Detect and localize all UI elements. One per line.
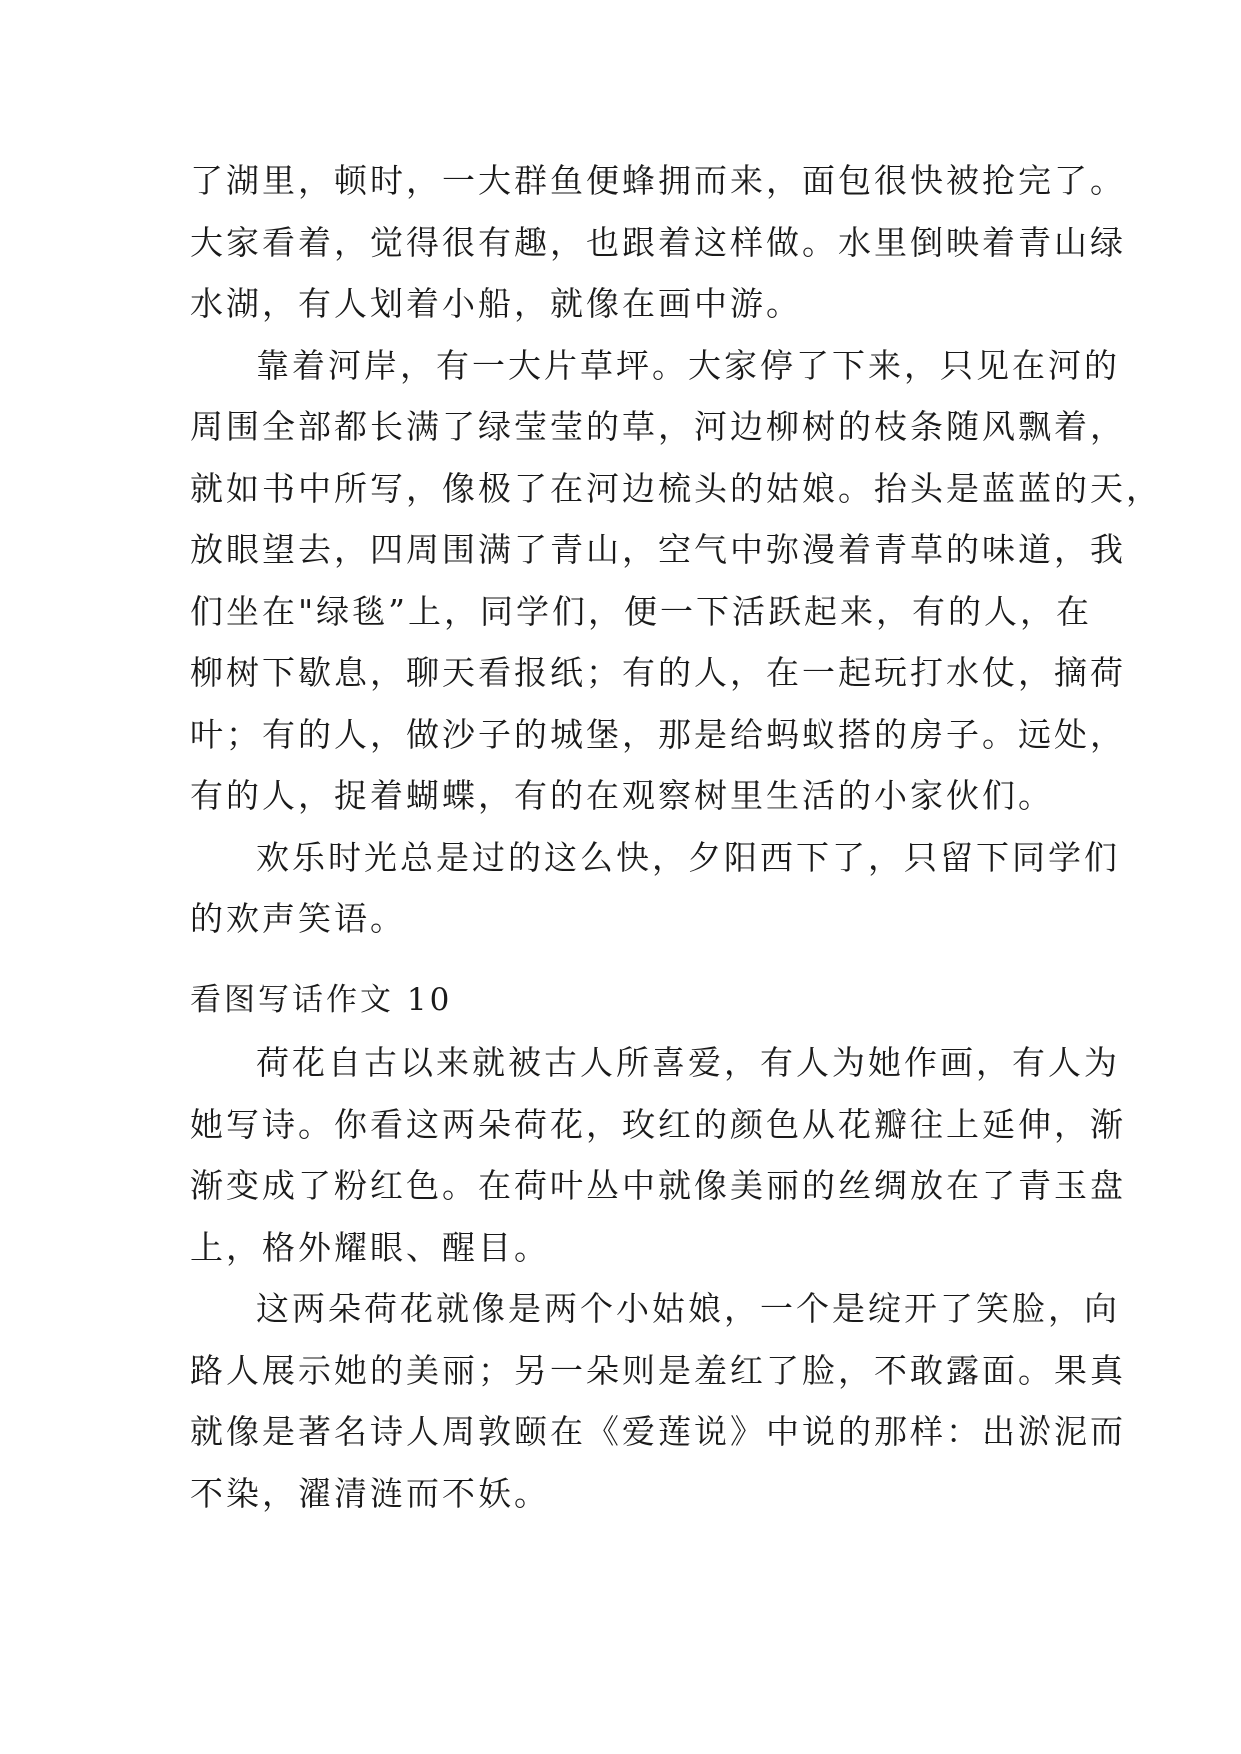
text-line: 柳树下歇息，聊天看报纸；有的人，在一起玩打水仗，摘荷	[190, 653, 1126, 692]
section-title: 看图写话作文 10	[190, 982, 453, 1018]
text-line: 有的人，捉着蝴蝶，有的在观察树里生活的小家伙们。	[190, 776, 1054, 815]
text-line: 上，格外耀眼、醒目。	[190, 1227, 550, 1267]
text-line: 放眼望去，四周围满了青山，空气中弥漫着青草的味道，我	[190, 530, 1126, 569]
text-line: 叶；有的人，做沙子的城堡，那是给蚂蚁搭的房子。远处，	[190, 714, 1126, 754]
text-line: 路人展示她的美丽；另一朵则是羞红了脸，不敢露面。果真	[190, 1350, 1126, 1390]
text-line: 就如书中所写，像极了在河边梳头的姑娘。抬头是蓝蓝的天，	[190, 468, 1162, 508]
text-line: 就像是著名诗人周敦颐在《爱莲说》中说的那样：出淤泥而	[190, 1412, 1126, 1451]
paragraph-first-line: 这两朵荷花就像是两个小姑娘，一个是绽开了笑脸，向	[256, 1289, 1120, 1328]
text-line: 大家看着，觉得很有趣，也跟着这样做。水里倒映着青山绿	[190, 222, 1126, 262]
text-line: 们坐在"绿毯”上，同学们，便一下活跃起来，有的人，在	[190, 591, 1093, 631]
text-line: 周围全部都长满了绿莹莹的草，河边柳树的枝条随风飘着，	[190, 407, 1126, 446]
text-line: 了湖里，顿时，一大群鱼便蜂拥而来，面包很快被抢完了。	[190, 161, 1126, 200]
text-line: 她写诗。你看这两朵荷花，玫红的颜色从花瓣往上延伸，渐	[190, 1104, 1126, 1144]
essay-body-part-2	[190, 1032, 1126, 1524]
text-line: 渐变成了粉红色。在荷叶丛中就像美丽的丝绸放在了青玉盘	[190, 1166, 1126, 1205]
paragraph-first-line: 荷花自古以来就被古人所喜爱，有人为她作画，有人为	[256, 1043, 1120, 1082]
paragraph-first-line: 欢乐时光总是过的这么快，夕阳西下了，只留下同学们	[256, 837, 1120, 877]
text-line: 水湖，有人划着小船，就像在画中游。	[190, 284, 802, 323]
essay-body-part-1	[190, 150, 1162, 950]
paragraph-first-line: 靠着河岸，有一大片草坪。大家停了下来，只见在河的	[256, 345, 1120, 385]
text-line: 不染，濯清涟而不妖。	[190, 1473, 550, 1513]
text-line: 的欢声笑语。	[190, 899, 406, 938]
